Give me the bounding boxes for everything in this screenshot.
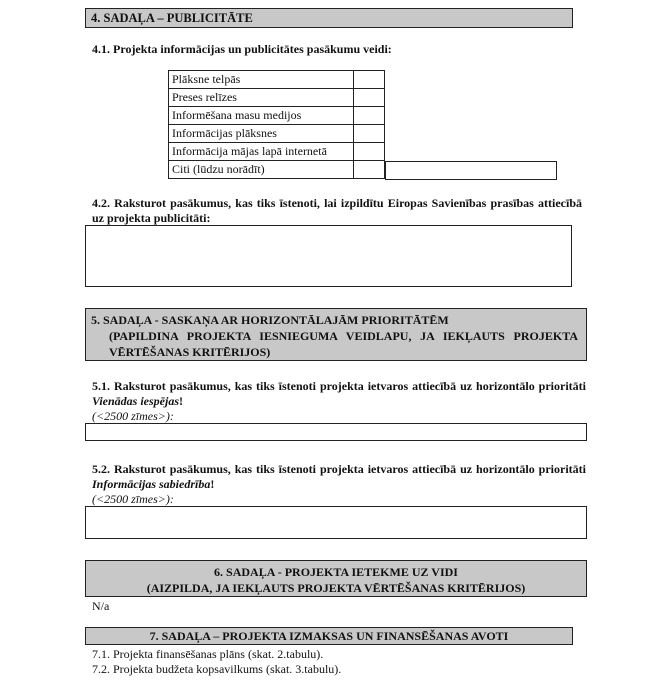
publicity-type-checkbox[interactable] [354,143,385,161]
publicity-type-label: Informācija mājas lapā internetā [169,143,354,161]
publicity-type-label: Citi (lūdzu norādīt) [169,161,354,179]
publicity-type-checkbox[interactable] [354,125,385,143]
publicity-type-checkbox[interactable] [354,71,385,89]
equal-opportunities-field[interactable] [85,423,587,441]
publicity-type-label: Plāksne telpās [169,71,354,89]
publicity-types-table [168,70,385,179]
question-5-2-text: 5.2. Raksturot pasākumus, kas tiks īstenoti projekta ietvaros attiecībā uz horizontālo prioritāti [92,462,586,476]
information-society-field[interactable] [85,506,587,539]
table-row [169,107,385,125]
table-row [169,161,385,179]
question-5-1 [92,379,586,409]
section-6-header [85,560,587,597]
char-limit-note: (<2500 zīmes>): [92,409,174,423]
section-5-subtitle: (PAPILDINA PROJEKTA IESNIEGUMA VEIDLAPU, JA IEKĻAUTS PROJEKTA VĒRTĒŠANAS KRITĒRIJOS) [109,329,578,359]
section-6-subtitle: (AIZPILDA, JA IEKĻAUTS PROJEKTA VĒRTĒŠANAS KRITĒRIJOS) [146,581,526,595]
publicity-type-label: Preses relīzes [169,89,354,107]
section-4-title: 4. SADAĻA – PUBLICITĀTE [91,11,253,25]
question-5-2-priority: Informācijas sabiedrība [92,477,211,491]
question-5-2 [92,462,586,492]
question-4-1: 4.1. Projekta informācijas un publicitātes pasākumu veidi: [92,42,392,56]
publicity-type-checkbox[interactable] [354,107,385,125]
section-6-value: N/a [92,599,110,613]
section-7-item-2: 7.2. Projekta budžeta kopsavilkums (skat. 3.tabulu). [92,662,342,676]
publicity-measures-field[interactable] [85,225,572,287]
other-specify-field[interactable] [385,161,557,180]
section-7-header [85,627,573,645]
question-5-1-priority: Vienādas iespējas [92,394,180,408]
table-row [169,143,385,161]
table-row [169,125,385,143]
section-4-header [85,8,573,28]
section-7-title: 7. SADAĻA – PROJEKTA IZMAKSAS UN FINANSĒŠANAS AVOTI [149,629,509,643]
table-row [169,71,385,89]
question-5-1-text: 5.1. Raksturot pasākumus, kas tiks īstenoti projekta ietvaros attiecībā uz horizontālo prioritāti [92,379,586,393]
publicity-type-checkbox[interactable] [354,161,385,179]
publicity-type-label: Informācijas plāksnes [169,125,354,143]
section-5-header [85,308,587,361]
char-limit-note: (<2500 zīmes>): [92,492,174,506]
section-6-title: 6. SADAĻA - PROJEKTA IETEKME UZ VIDI [214,565,458,579]
section-5-title: 5. SADAĻA - SASKAŅA AR HORIZONTĀLAJĀM PRIORITĀTĒM [91,313,449,327]
question-5-1-end: ! [179,394,184,408]
table-row [169,89,385,107]
question-4-2: 4.2. Raksturot pasākumus, kas tiks īstenoti, lai izpildītu Eiropas Savienības prasības attiecībā uz projekta publicitāti: [92,196,582,225]
publicity-type-label: Informēšana masu medijos [169,107,354,125]
section-7-item-1: 7.1. Projekta finansēšanas plāns (skat. 2.tabulu). [92,647,324,661]
publicity-type-checkbox[interactable] [354,89,385,107]
question-5-2-end: ! [210,477,215,491]
